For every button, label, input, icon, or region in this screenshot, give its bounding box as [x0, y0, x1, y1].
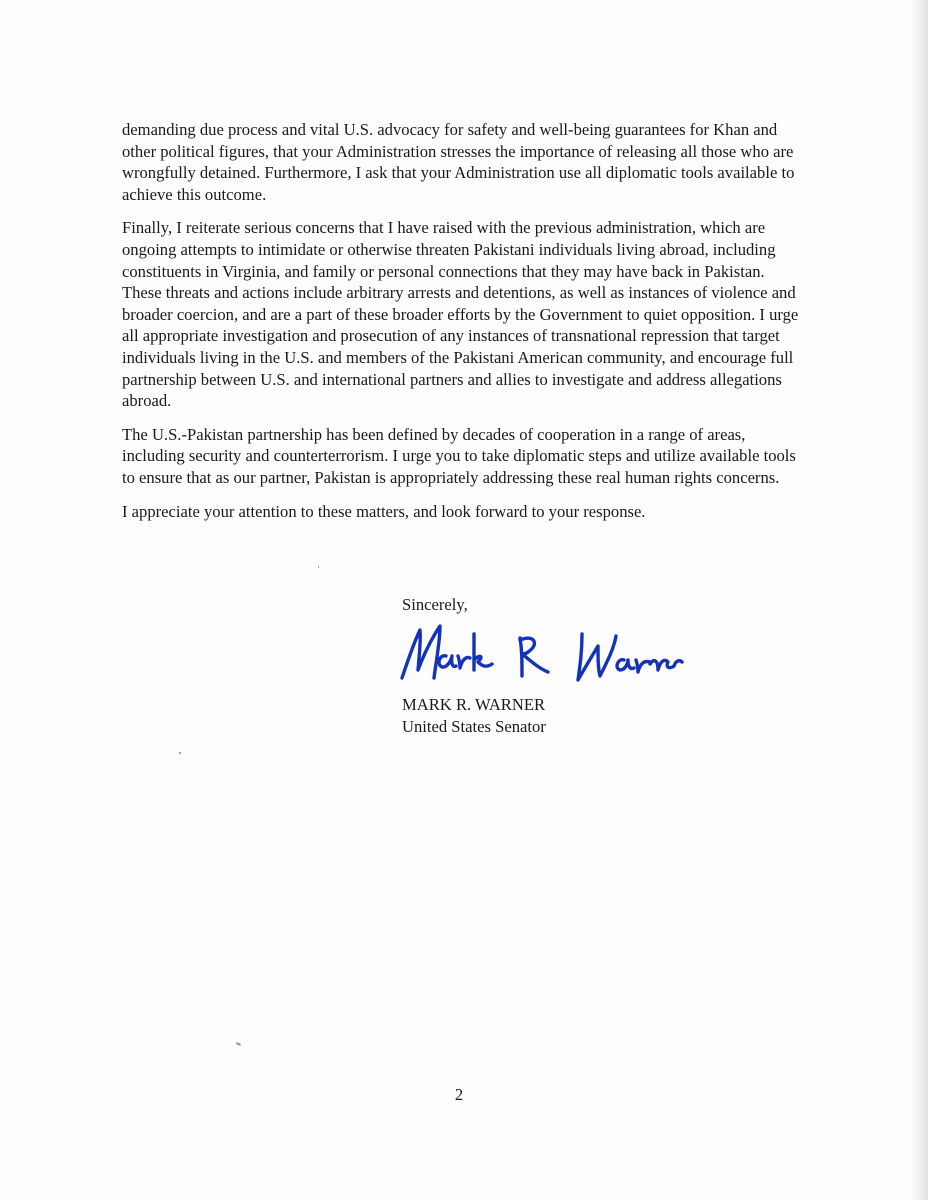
scan-edge-shadow	[910, 0, 928, 1200]
signer-name: MARK R. WARNER	[402, 695, 546, 714]
scan-speck	[318, 566, 319, 568]
page-number: 2	[454, 1085, 464, 1104]
scan-speck	[236, 1042, 241, 1046]
paragraph-appreciation: I appreciate your attention to these matters, and look forward to your response.	[122, 501, 646, 521]
paragraph-due-process: demanding due process and vital U.S. advocacy for safety and well-being guarantees for Khan and other political figures, that your Administration stresses the importance of releasing all those who are wrongfully detained. Furthermore, I ask that your Administration use all diplomatic tools available to achieve this outcome.	[122, 120, 795, 204]
signer-title: United States Senator	[402, 717, 546, 736]
paragraph-transnational-repression: Finally, I reiterate serious concerns that I have raised with the previous administration, which are ongoing attempts to intimidate or otherwise threaten Pakistani individuals living abroad, including constituents in Virginia, and family or personal connections that they may have back in Pakistan. These threats and actions include arbitrary arrests and detentions, as well as instances of violence and broader coercion, and are a part of these broader efforts by the Government to quiet opposition. I urge all appropriate investigation and prosecution of any instances of transnational repression that target individuals living in the U.S. and members of the Pakistani American community, and encourage full partnership between U.S. and international partners and allies to investigate and address allegations abroad.	[122, 218, 799, 411]
handwritten-signature	[388, 612, 688, 698]
closing-salutation: Sincerely,	[402, 595, 468, 614]
paragraph-partnership: The U.S.-Pakistan partnership has been defined by decades of cooperation in a range of areas, including security and counterterrorism. I urge you to take diplomatic steps and utilize available tools to ensure that as our partner, Pakistan is appropriately addressing these real human rights concerns.	[122, 424, 796, 487]
letter-body	[122, 119, 802, 534]
scan-speck	[179, 752, 181, 754]
